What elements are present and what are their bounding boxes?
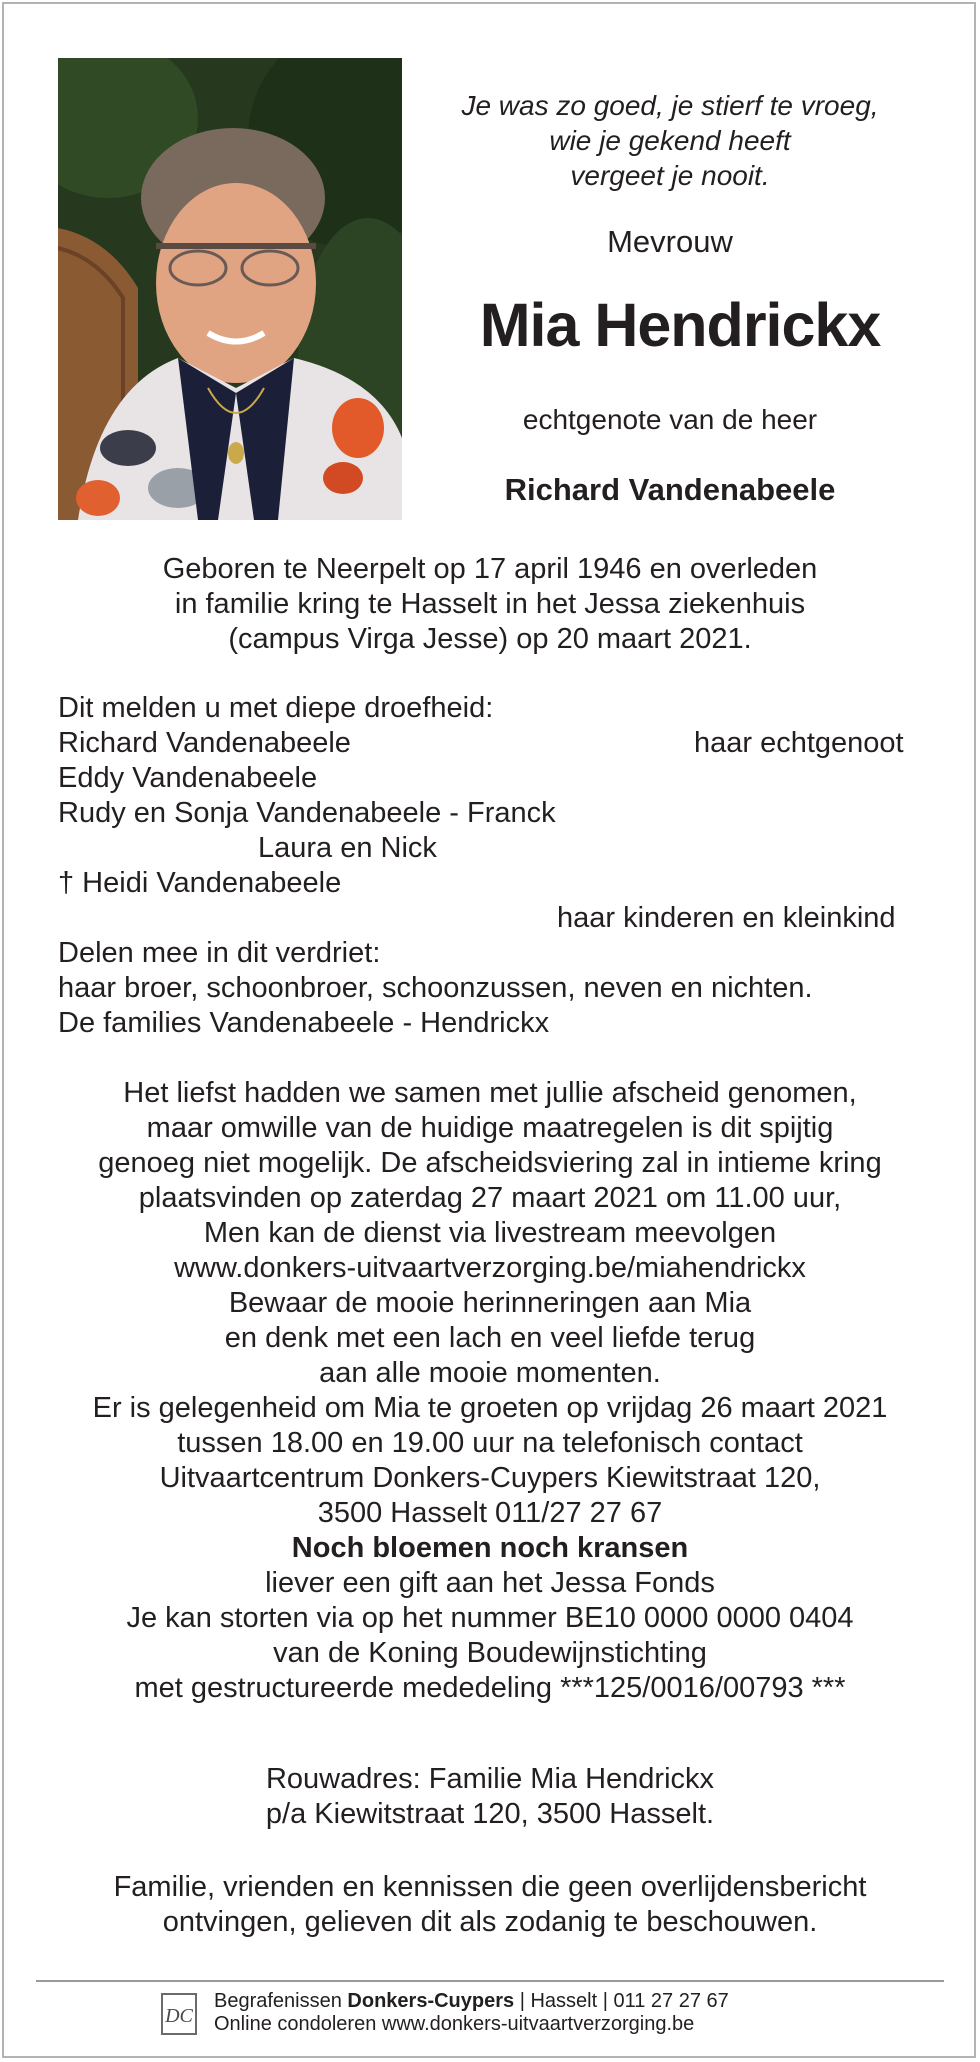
message-line: en denk met een lach en veel liefde terug: [224, 1322, 756, 1354]
mourners-intro: Dit melden u met diepe droefheid:: [58, 692, 494, 724]
address-line: p/a Kiewitstraat 120, 3500 Hasselt.: [265, 1798, 715, 1830]
mourners-relatives: haar broer, schoonbroer, schoonzussen, neven en nichten.: [58, 972, 813, 1004]
birth-death-info: [30, 552, 950, 657]
address-line: Rouwadres: Familie Mia Hendrickx: [265, 1763, 715, 1795]
donation-line: met gestructureerde mededeling ***125/0016/00793 ***: [134, 1672, 846, 1704]
donation-line: Je kan storten via op het nummer BE10 0000 0000 0404: [126, 1602, 854, 1634]
message-line: genoeg niet mogelijk. De afscheidsviering zal in intieme kring: [98, 1147, 882, 1179]
mourner-child-deceased: † Heidi Vandenabeele: [58, 867, 342, 899]
mourner-child: Rudy en Sonja Vandenabeele - Franck: [58, 797, 556, 829]
logo-text: DC: [165, 2005, 193, 2027]
donation-line: liever een gift aan het Jessa Fonds: [265, 1567, 715, 1599]
poem: [420, 88, 920, 193]
message-line: Men kan de dienst via livestream meevolgen: [203, 1217, 777, 1249]
poem-line: wie je gekend heeft: [549, 125, 791, 156]
footer-company: Donkers-Cuypers: [347, 1990, 515, 2012]
footer-info: [214, 1990, 729, 2036]
message-line: Er is gelegenheid om Mia te groeten op vrijdag 26 maart 2021: [92, 1392, 888, 1424]
message-line: Bewaar de mooie herinneringen aan Mia: [228, 1287, 752, 1319]
birth-line: (campus Virga Jesse) op 20 maart 2021.: [228, 623, 752, 655]
spouse-name: Richard Vandenabeele: [504, 472, 836, 507]
mourners-families: De families Vandenabeele - Hendrickx: [58, 1007, 550, 1039]
message-line: tussen 18.00 en 19.00 uur na telefonisch contact: [177, 1427, 803, 1459]
message-line: plaatsvinden op zaterdag 27 maart 2021 om 11.00 uur,: [138, 1182, 842, 1214]
closing-line: Familie, vrienden en kennissen die geen overlijdensbericht: [113, 1871, 867, 1903]
mourner-children-role: haar kinderen en kleinkind: [557, 902, 896, 934]
message-line: maar omwille van de huidige maatregelen is dit spijtig: [146, 1112, 834, 1144]
mourner-grandchild: Laura en Nick: [258, 832, 437, 864]
farewell-message: [30, 1076, 950, 1706]
closing-note: [30, 1870, 950, 1940]
birth-line: Geboren te Neerpelt op 17 april 1946 en overleden: [162, 553, 818, 585]
online-condolence-link[interactable]: Online condoleren www.donkers-uitvaartverzorging.be: [214, 2013, 695, 2035]
honorific: Mevrouw: [607, 224, 733, 259]
mourner-husband-role: haar echtgenoot: [694, 727, 904, 759]
poem-line: vergeet je nooit.: [570, 160, 770, 191]
mourning-address: [30, 1762, 950, 1832]
message-line: Uitvaartcentrum Donkers-Cuypers Kiewitstraat 120,: [159, 1462, 821, 1494]
mourners-share: Delen mee in dit verdriet:: [58, 937, 381, 969]
footer-prefix: Begrafenissen: [214, 1990, 348, 2012]
deceased-name: Mia Hendrickx: [479, 291, 881, 359]
message-line: Het liefst hadden we samen met jullie afscheid genomen,: [123, 1077, 857, 1109]
poem-line: Je was zo goed, je stierf te vroeg,: [461, 90, 879, 121]
flowers-note: Noch bloemen noch kransen: [291, 1532, 689, 1564]
footer-suffix: | Hasselt | 011 27 27 67: [514, 1990, 729, 2012]
closing-line: ontvingen, gelieven dit als zodanig te beschouwen.: [162, 1906, 818, 1938]
footer-divider: [36, 1980, 944, 1982]
donation-line: van de Koning Boudewijnstichting: [273, 1637, 707, 1669]
livestream-link[interactable]: www.donkers-uitvaartverzorging.be/miahendrickx: [174, 1252, 806, 1284]
message-line: 3500 Hasselt 011/27 27 67: [317, 1497, 663, 1529]
message-line: aan alle mooie momenten.: [319, 1357, 661, 1389]
funeral-home-logo-icon: [160, 1990, 200, 2036]
mourner-husband: Richard Vandenabeele: [58, 727, 351, 759]
portrait-photo: [58, 58, 402, 520]
footer-line: [214, 1990, 729, 2013]
birth-line: in familie kring te Hasselt in het Jessa ziekenhuis: [174, 588, 806, 620]
spouse-label: echtgenote van de heer: [522, 404, 818, 435]
mourner-child: Eddy Vandenabeele: [58, 762, 318, 794]
